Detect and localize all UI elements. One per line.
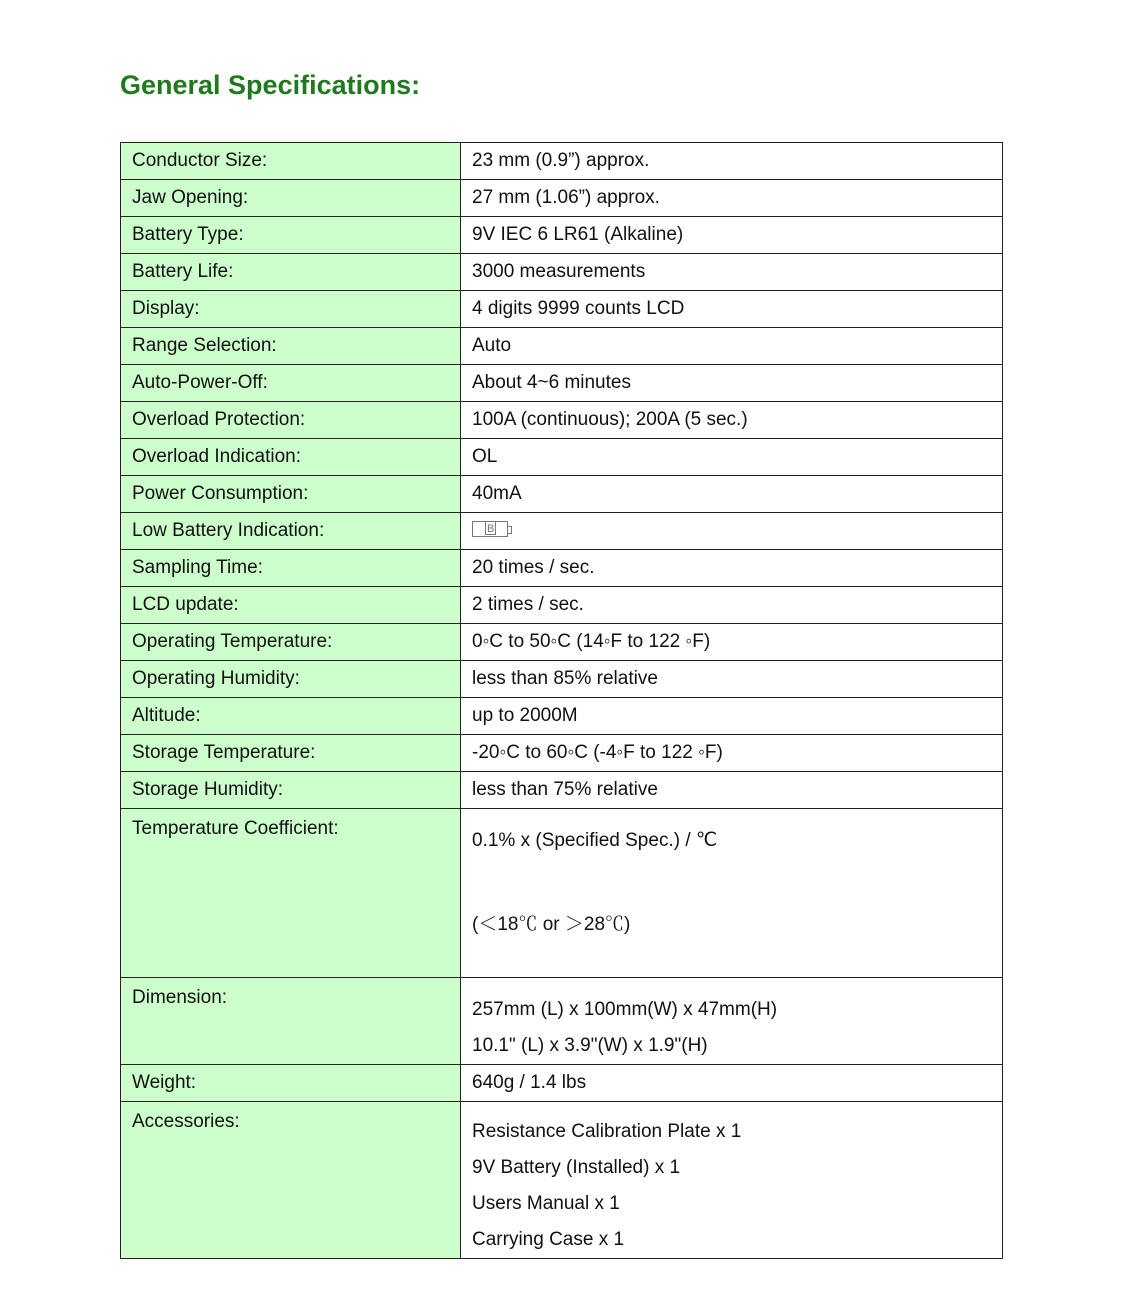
row-altitude <box>121 698 1003 735</box>
label-battery-type: Battery Type: <box>121 217 461 254</box>
label-battery-life: Battery Life: <box>121 254 461 291</box>
label-accessories: Accessories: <box>121 1102 461 1259</box>
low-battery-icon <box>472 521 508 537</box>
value-operating-humidity: less than 85% relative <box>461 661 1003 698</box>
accessory-item: Users Manual x 1 <box>472 1193 620 1214</box>
row-operating-humidity <box>121 661 1003 698</box>
value-temperature-coefficient <box>461 809 1003 978</box>
row-overload-protection <box>121 402 1003 439</box>
value-weight: 640g / 1.4 lbs <box>461 1065 1003 1102</box>
temp-coeff-line2: (＜18℃ or ＞28℃) <box>472 914 631 935</box>
value-range-selection: Auto <box>461 328 1003 365</box>
value-battery-type: 9V IEC 6 LR61 (Alkaline) <box>461 217 1003 254</box>
label-overload-protection: Overload Protection: <box>121 402 461 439</box>
value-altitude: up to 2000M <box>461 698 1003 735</box>
dimension-imperial: 10.1" (L) x 3.9"(W) x 1.9"(H) <box>472 1035 708 1056</box>
row-battery-life <box>121 254 1003 291</box>
label-storage-humidity: Storage Humidity: <box>121 772 461 809</box>
value-storage-humidity: less than 75% relative <box>461 772 1003 809</box>
row-jaw-opening <box>121 180 1003 217</box>
accessory-item: 9V Battery (Installed) x 1 <box>472 1157 681 1178</box>
row-battery-type <box>121 217 1003 254</box>
label-display: Display: <box>121 291 461 328</box>
row-overload-indication <box>121 439 1003 476</box>
row-conductor-size <box>121 143 1003 180</box>
label-lcd-update: LCD update: <box>121 587 461 624</box>
value-overload-protection: 100A (continuous); 200A (5 sec.) <box>461 402 1003 439</box>
value-accessories <box>461 1102 1003 1259</box>
row-weight <box>121 1065 1003 1102</box>
row-storage-humidity <box>121 772 1003 809</box>
accessory-item: Carrying Case x 1 <box>472 1229 625 1250</box>
label-operating-temperature: Operating Temperature: <box>121 624 461 661</box>
label-storage-temperature: Storage Temperature: <box>121 735 461 772</box>
label-range-selection: Range Selection: <box>121 328 461 365</box>
label-sampling-time: Sampling Time: <box>121 550 461 587</box>
label-weight: Weight: <box>121 1065 461 1102</box>
dimension-metric: 257mm (L) x 100mm(W) x 47mm(H) <box>472 999 778 1020</box>
label-dimension: Dimension: <box>121 978 461 1065</box>
value-battery-life: 3000 measurements <box>461 254 1003 291</box>
label-temperature-coefficient: Temperature Coefficient: <box>121 809 461 978</box>
page-title: General Specifications: <box>120 70 421 100</box>
value-conductor-size: 23 mm (0.9”) approx. <box>461 143 1003 180</box>
value-low-battery-indication <box>461 513 1003 550</box>
label-altitude: Altitude: <box>121 698 461 735</box>
row-operating-temperature <box>121 624 1003 661</box>
temp-coeff-line1: 0.1% x (Specified Spec.) / ℃ <box>472 830 718 851</box>
row-storage-temperature <box>121 735 1003 772</box>
row-dimension <box>121 978 1003 1065</box>
label-low-battery-indication: Low Battery Indication: <box>121 513 461 550</box>
label-power-consumption: Power Consumption: <box>121 476 461 513</box>
value-lcd-update: 2 times / sec. <box>461 587 1003 624</box>
row-display <box>121 291 1003 328</box>
value-power-consumption: 40mA <box>461 476 1003 513</box>
row-auto-power-off <box>121 365 1003 402</box>
value-storage-temperature: -20◦C to 60◦C (-4◦F to 122 ◦F) <box>461 735 1003 772</box>
label-operating-humidity: Operating Humidity: <box>121 661 461 698</box>
row-low-battery-indication <box>121 513 1003 550</box>
value-overload-indication: OL <box>461 439 1003 476</box>
value-dimension <box>461 978 1003 1065</box>
battery-b-glyph: B <box>487 522 495 535</box>
row-temperature-coefficient <box>121 809 1003 978</box>
value-display: 4 digits 9999 counts LCD <box>461 291 1003 328</box>
label-auto-power-off: Auto-Power-Off: <box>121 365 461 402</box>
value-jaw-opening: 27 mm (1.06”) approx. <box>461 180 1003 217</box>
accessory-item: Resistance Calibration Plate x 1 <box>472 1121 742 1142</box>
row-power-consumption <box>121 476 1003 513</box>
row-lcd-update <box>121 587 1003 624</box>
label-conductor-size: Conductor Size: <box>121 143 461 180</box>
row-accessories <box>121 1102 1003 1259</box>
specifications-table <box>120 142 1003 1259</box>
value-sampling-time: 20 times / sec. <box>461 550 1003 587</box>
row-sampling-time <box>121 550 1003 587</box>
value-operating-temperature: 0◦C to 50◦C (14◦F to 122 ◦F) <box>461 624 1003 661</box>
label-jaw-opening: Jaw Opening: <box>121 180 461 217</box>
row-range-selection <box>121 328 1003 365</box>
value-auto-power-off: About 4~6 minutes <box>461 365 1003 402</box>
label-overload-indication: Overload Indication: <box>121 439 461 476</box>
